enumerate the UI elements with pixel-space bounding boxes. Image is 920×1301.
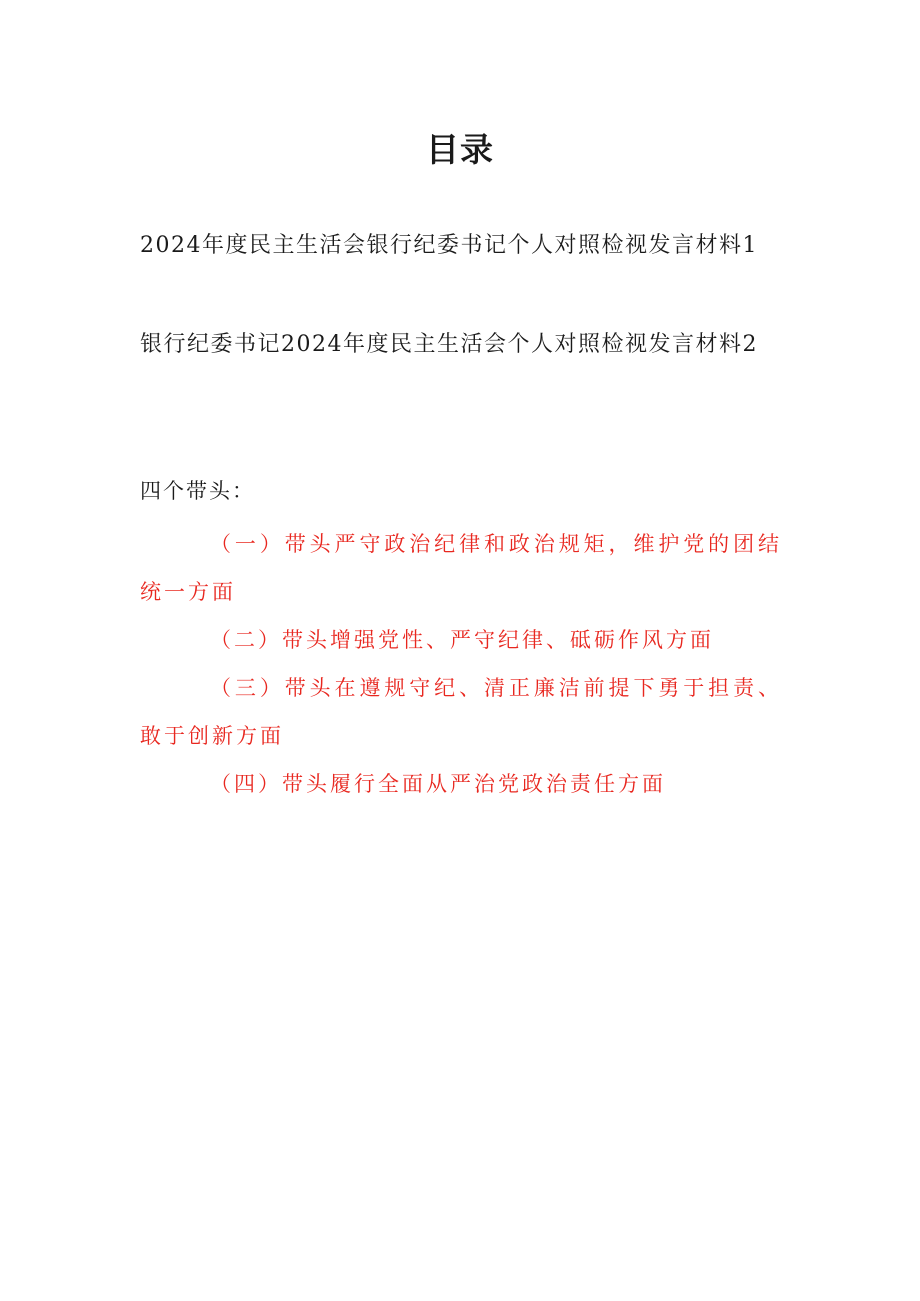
- item-list: [140, 520, 782, 808]
- list-item-2: （二）带头增强党性、严守纪律、砥砺作风方面: [210, 628, 714, 652]
- list-item-1: （一）带头严守政治纪律和政治规矩，维护党的团结统一方面: [140, 532, 782, 604]
- list-item-3: （三）带头在遵规守纪、清正廉洁前提下勇于担责、敢于创新方面: [140, 676, 782, 748]
- page-title: 目录: [426, 130, 494, 169]
- toc-entry-2[interactable]: 银行纪委书记2024年度民主生活会个人对照检视发言材料2: [140, 332, 758, 357]
- list-item-4: （四）带头履行全面从严治党政治责任方面: [210, 772, 666, 796]
- toc-entry-1[interactable]: 2024年度民主生活会银行纪委书记个人对照检视发言材料1: [140, 233, 758, 258]
- section-heading: 四个带头：: [140, 479, 255, 503]
